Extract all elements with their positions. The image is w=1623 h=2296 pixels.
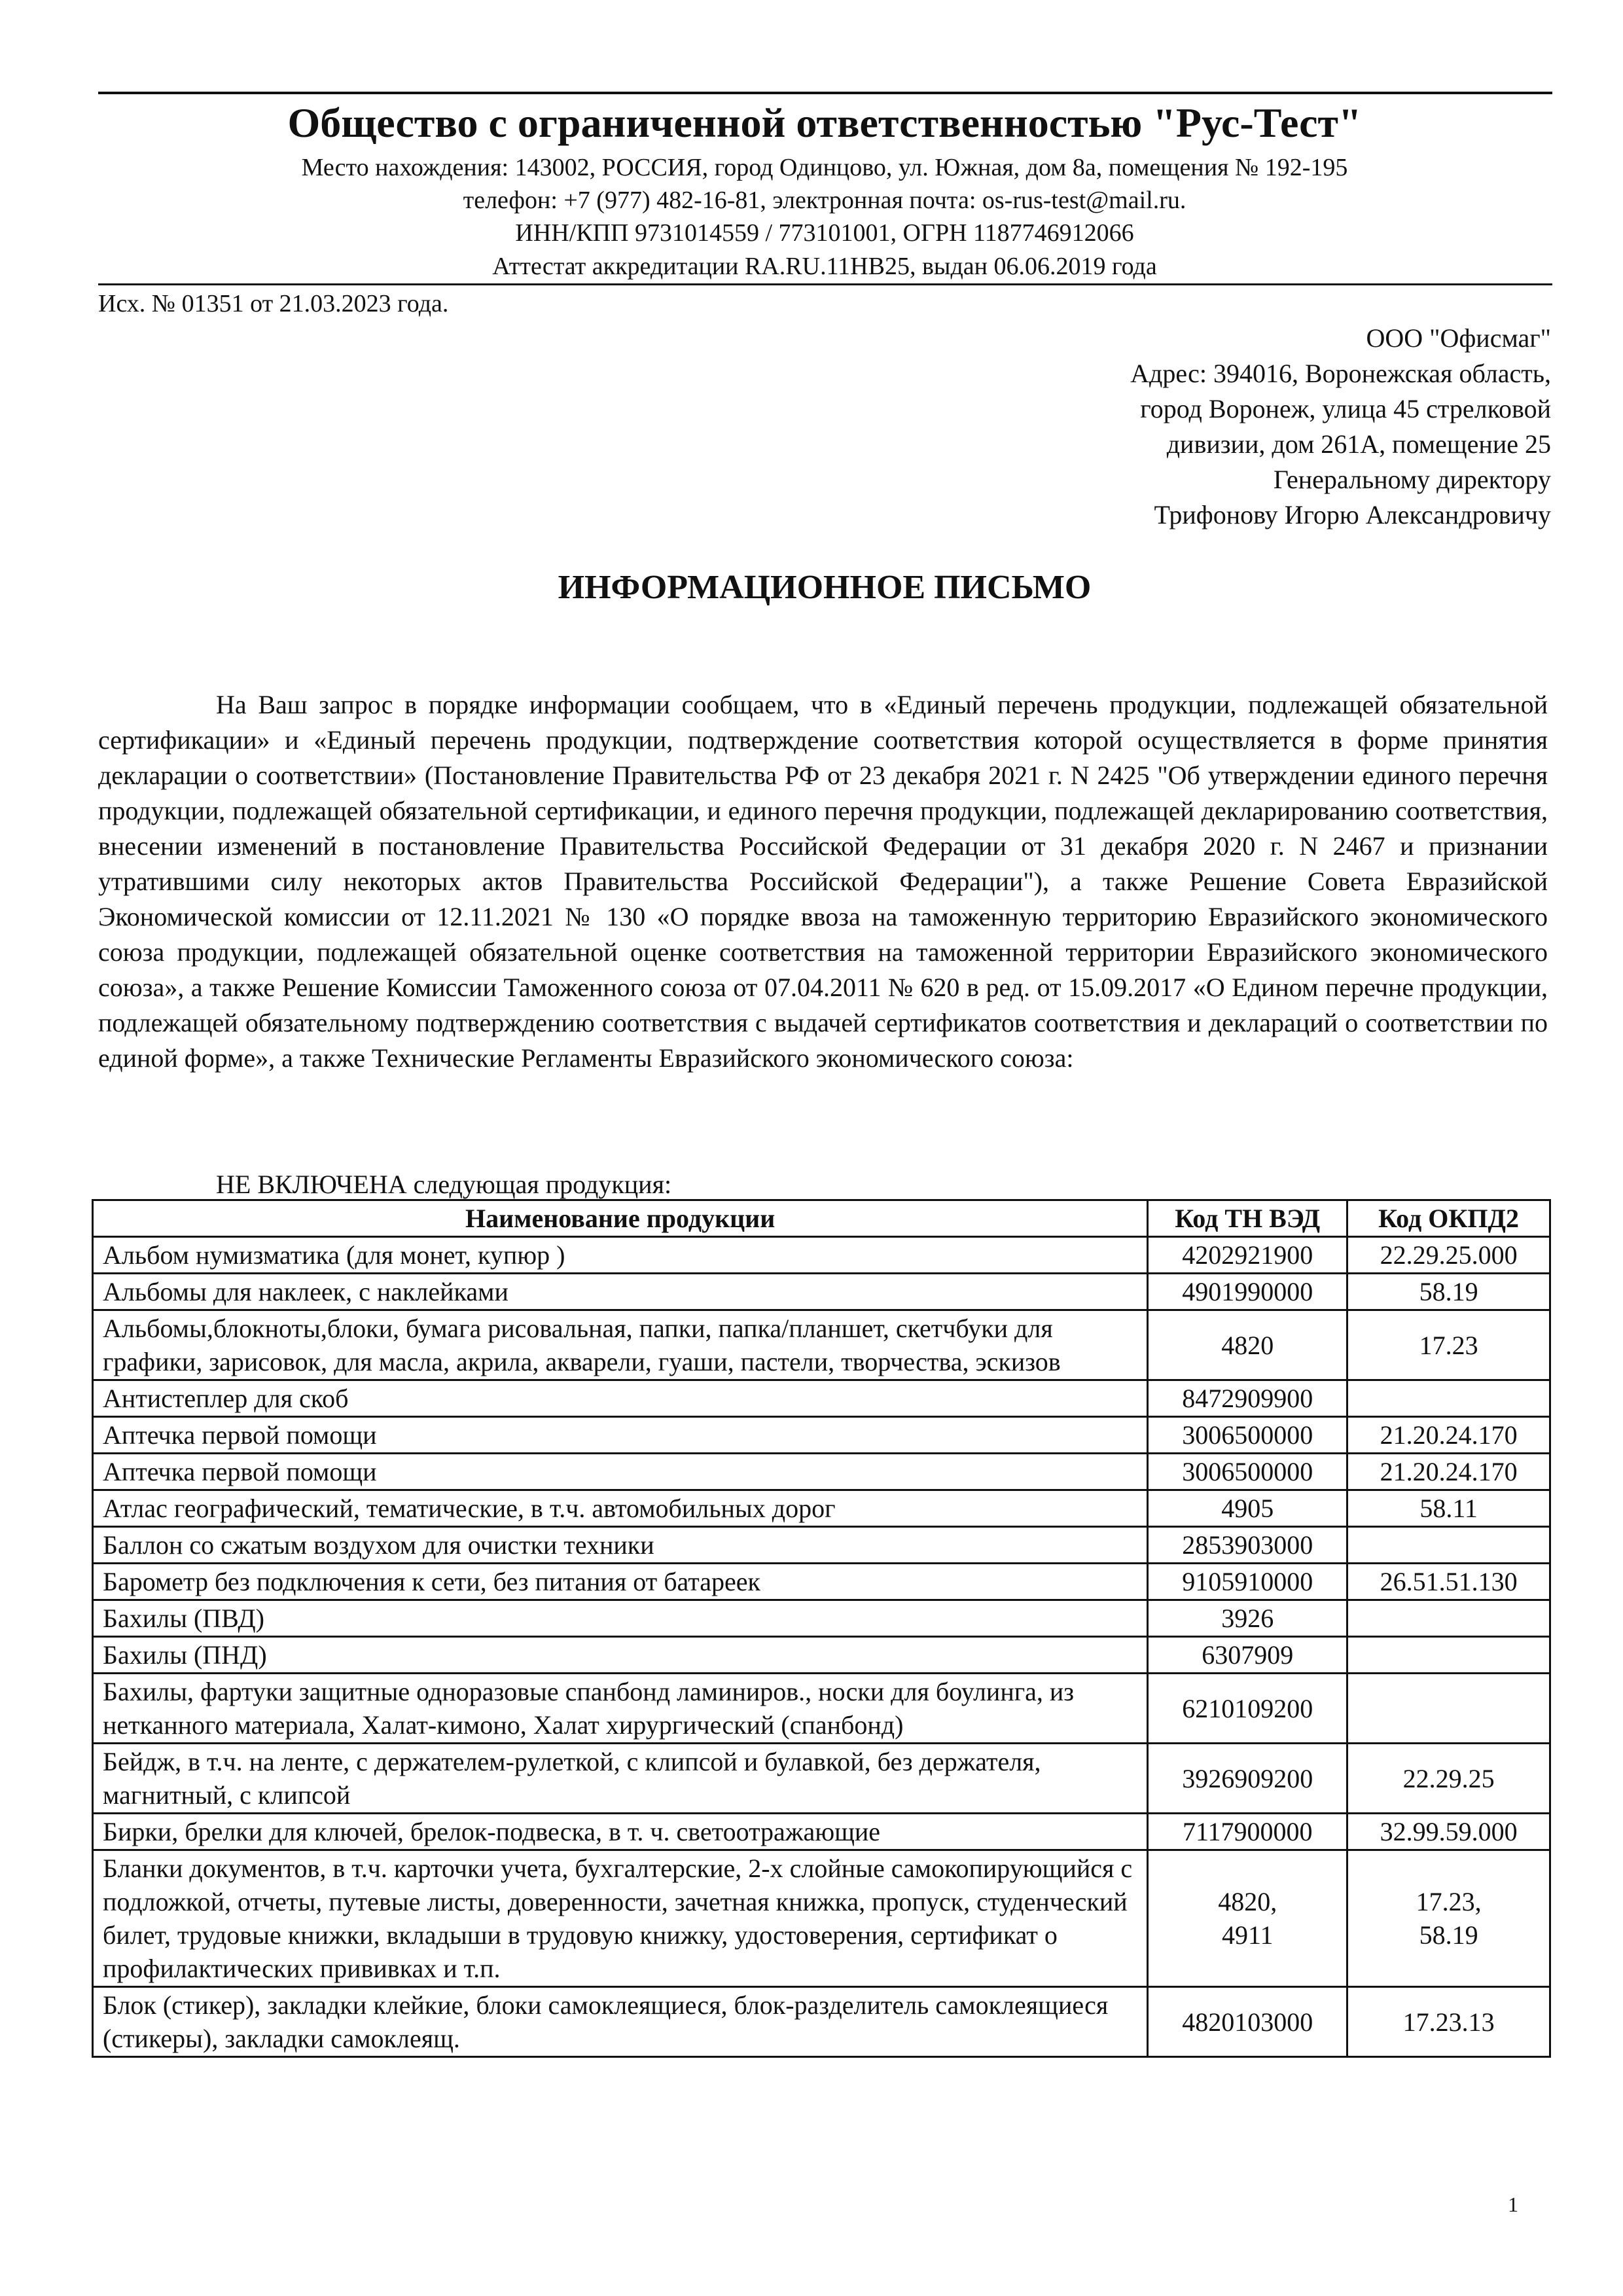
header-product-name: Наименование продукции bbox=[93, 1200, 1148, 1237]
table-row bbox=[93, 1814, 1550, 1850]
table-row bbox=[93, 1237, 1550, 1274]
product-name-cell: Бланки документов, в т.ч. карточки учета, бухгалтерские, 2-х слойные самокопирующийся с подложкой, отчеты, путевые листы, доверенности, зачетная книжка, пропуск, студенческий билет, трудовые книжки, вкладыши в трудовую книжку, удостоверения, сертификат о профилактических прививках и т.п. bbox=[93, 1850, 1148, 1987]
okpd2-code-cell: 17.23.13 bbox=[1347, 1987, 1550, 2057]
product-name-cell: Бейдж, в т.ч. на ленте, с держателем-рулеткой, с клипсой и булавкой, без держателя, магнитный, с клипсой bbox=[93, 1744, 1148, 1814]
tn-ved-code-cell: 3926 bbox=[1148, 1600, 1347, 1637]
okpd2-code-cell: 26.51.51.130 bbox=[1347, 1564, 1550, 1600]
organization-requisites: ИНН/КПП 9731014559 / 773101001, ОГРН 1187746912066 bbox=[515, 219, 1134, 247]
letter-body: На Ваш запрос в порядке информации сообщаем, что в «Единый перечень продукции, подлежащей обязательной сертификации» и «Единый перечень продукции, подтверждение соответствия которой осуществляется в форме принятия декларации о соответствии» (Постановление Правительства РФ от 23 декабря 2021 г. N 2425 "Об утверждении единого перечня продукции, подлежащей обязательной сертификации, и единого перечня продукции, подлежащей декларированию соответствия, внесении изменений в постановление Правительства Российской Федерации от 31 декабря 2020 г. N 2467 и признании утратившими силу некоторых актов Правительства Российской Федерации"), а также Решение Совета Евразийской Экономической комиссии от 12.11.2021 № 130 «О порядке ввоза на таможенную территорию Евразийского экономического союза продукции, подлежащей обязательной оценке соответствия на таможенной территории Евразийского экономического союза», а также Решение Комиссии Таможенного союза от 07.04.2011 № 620 в ред. от 15.09.2017 «О Едином перечне продукции, подлежащей обязательному подтверждению соответствия с выдачей сертификатов соответствия и деклараций о соответствии по единой форме», а также Технические Регламенты Евразийского экономического союза: bbox=[98, 690, 1548, 1073]
addressee-line: дивизии, дом 261А, помещение 25 bbox=[1166, 429, 1551, 459]
tn-ved-code-cell: 4202921900 bbox=[1148, 1237, 1347, 1274]
document-title: ИНФОРМАЦИОННОЕ ПИСЬМО bbox=[558, 569, 1092, 606]
table-row bbox=[93, 1274, 1550, 1310]
table-row bbox=[93, 1987, 1550, 2057]
okpd2-code-cell: 21.20.24.170 bbox=[1347, 1454, 1550, 1490]
organization-address: Место нахождения: 143002, РОССИЯ, город Одинцово, ул. Южная, дом 8а, помещения № 192-195 bbox=[301, 154, 1348, 181]
product-name-cell: Бирки, брелки для ключей, брелок-подвеска, в т. ч. светоотражающие bbox=[93, 1814, 1148, 1850]
table-row bbox=[93, 1850, 1550, 1987]
tn-ved-code-cell: 3926909200 bbox=[1148, 1744, 1347, 1814]
product-name-cell: Антистеплер для скоб bbox=[93, 1380, 1148, 1417]
product-name-cell: Блок (стикер), закладки клейкие, блоки самоклеящиеся, блок-разделитель самоклеящиеся (стикеры), закладки самоклеящ. bbox=[93, 1987, 1148, 2057]
product-name-cell: Аптечка первой помощи bbox=[93, 1454, 1148, 1490]
table-row bbox=[93, 1564, 1550, 1600]
header-okpd2-code: Код ОКПД2 bbox=[1347, 1200, 1550, 1237]
tn-ved-code-cell: 8472909900 bbox=[1148, 1380, 1347, 1417]
okpd2-code-cell: 21.20.24.170 bbox=[1347, 1417, 1550, 1454]
tn-ved-code-cell: 7117900000 bbox=[1148, 1814, 1347, 1850]
addressee-line: Трифонову Игорю Александровичу bbox=[1154, 500, 1551, 529]
table-header-row bbox=[93, 1200, 1550, 1237]
table-row bbox=[93, 1637, 1550, 1674]
addressee-line: Генеральному директору bbox=[1273, 465, 1551, 494]
okpd2-code-cell: 22.29.25 bbox=[1347, 1744, 1550, 1814]
tn-ved-code-cell: 6210109200 bbox=[1148, 1674, 1347, 1744]
product-name-cell: Бахилы, фартуки защитные одноразовые спанбонд ламиниров., носки для боулинга, из нетканного материала, Халат-кимоно, Халат хирургический (спанбонд) bbox=[93, 1674, 1148, 1744]
okpd2-code-cell bbox=[1347, 1674, 1550, 1744]
page-number: 1 bbox=[1508, 2193, 1518, 2216]
outgoing-number: Исх. № 01351 от 21.03.2023 года. bbox=[98, 290, 449, 317]
addressee-line: Адрес: 394016, Воронежская область, bbox=[1130, 359, 1551, 388]
tn-ved-code-cell: 4820 bbox=[1148, 1310, 1347, 1380]
header-top-rule bbox=[98, 92, 1552, 94]
product-name-cell: Баллон со сжатым воздухом для очистки техники bbox=[93, 1527, 1148, 1564]
okpd2-code-cell: 58.11 bbox=[1347, 1490, 1550, 1527]
table-row bbox=[93, 1600, 1550, 1637]
product-name-cell: Бахилы (ПНД) bbox=[93, 1637, 1148, 1674]
products-table-body bbox=[93, 1237, 1550, 2057]
product-name-cell: Барометр без подключения к сети, без питания от батареек bbox=[93, 1564, 1148, 1600]
table-row bbox=[93, 1454, 1550, 1490]
okpd2-code-cell: 32.99.59.000 bbox=[1347, 1814, 1550, 1850]
okpd2-code-cell bbox=[1347, 1380, 1550, 1417]
okpd2-code-cell: 22.29.25.000 bbox=[1347, 1237, 1550, 1274]
product-name-cell: Альбом нумизматика (для монет, купюр ) bbox=[93, 1237, 1148, 1274]
okpd2-code-cell: 17.23, 58.19 bbox=[1347, 1850, 1550, 1987]
product-name-cell: Аптечка первой помощи bbox=[93, 1417, 1148, 1454]
organization-name: Общество с ограниченной ответственностью "Рус-Тест" bbox=[287, 99, 1362, 146]
products-table bbox=[92, 1199, 1551, 2058]
tn-ved-code-cell: 4905 bbox=[1148, 1490, 1347, 1527]
table-row bbox=[93, 1310, 1550, 1380]
tn-ved-code-cell: 4820, 4911 bbox=[1148, 1850, 1347, 1987]
table-row bbox=[93, 1674, 1550, 1744]
table-row bbox=[93, 1490, 1550, 1527]
accreditation-certificate: Аттестат аккредитации RA.RU.11НВ25, выдан 06.06.2019 года bbox=[492, 253, 1157, 280]
table-row bbox=[93, 1380, 1550, 1417]
addressee-line: ООО "Офисмаг" bbox=[1366, 323, 1551, 353]
tn-ved-code-cell: 4820103000 bbox=[1148, 1987, 1347, 2057]
not-included-heading: НЕ ВКЛЮЧЕНА следующая продукция: bbox=[216, 1170, 672, 1199]
product-name-cell: Альбомы,блокноты,блоки, бумага рисовальная, папки, папка/планшет, скетчбуки для графики, зарисовок, для масла, акрила, акварели, гуаши, пастели, творчества, эскизов bbox=[93, 1310, 1148, 1380]
product-name-cell: Альбомы для наклеек, с наклейками bbox=[93, 1274, 1148, 1310]
tn-ved-code-cell: 3006500000 bbox=[1148, 1417, 1347, 1454]
okpd2-code-cell: 58.19 bbox=[1347, 1274, 1550, 1310]
table-row bbox=[93, 1527, 1550, 1564]
addressee-block bbox=[831, 321, 1551, 533]
tn-ved-code-cell: 3006500000 bbox=[1148, 1454, 1347, 1490]
addressee-line: город Воронеж, улица 45 стрелковой bbox=[1140, 394, 1551, 423]
okpd2-code-cell bbox=[1347, 1637, 1550, 1674]
okpd2-code-cell bbox=[1347, 1600, 1550, 1637]
tn-ved-code-cell: 9105910000 bbox=[1148, 1564, 1347, 1600]
okpd2-code-cell: 17.23 bbox=[1347, 1310, 1550, 1380]
header-tn-ved-code: Код ТН ВЭД bbox=[1148, 1200, 1347, 1237]
organization-contacts: телефон: +7 (977) 482-16-81, электронная почта: os-rus-test@mail.ru. bbox=[463, 187, 1186, 214]
table-row bbox=[93, 1417, 1550, 1454]
table-row bbox=[93, 1744, 1550, 1814]
tn-ved-code-cell: 2853903000 bbox=[1148, 1527, 1347, 1564]
okpd2-code-cell bbox=[1347, 1527, 1550, 1564]
tn-ved-code-cell: 6307909 bbox=[1148, 1637, 1347, 1674]
header-bottom-rule bbox=[98, 283, 1552, 285]
product-name-cell: Бахилы (ПВД) bbox=[93, 1600, 1148, 1637]
tn-ved-code-cell: 4901990000 bbox=[1148, 1274, 1347, 1310]
product-name-cell: Атлас географический, тематические, в т.ч. автомобильных дорог bbox=[93, 1490, 1148, 1527]
